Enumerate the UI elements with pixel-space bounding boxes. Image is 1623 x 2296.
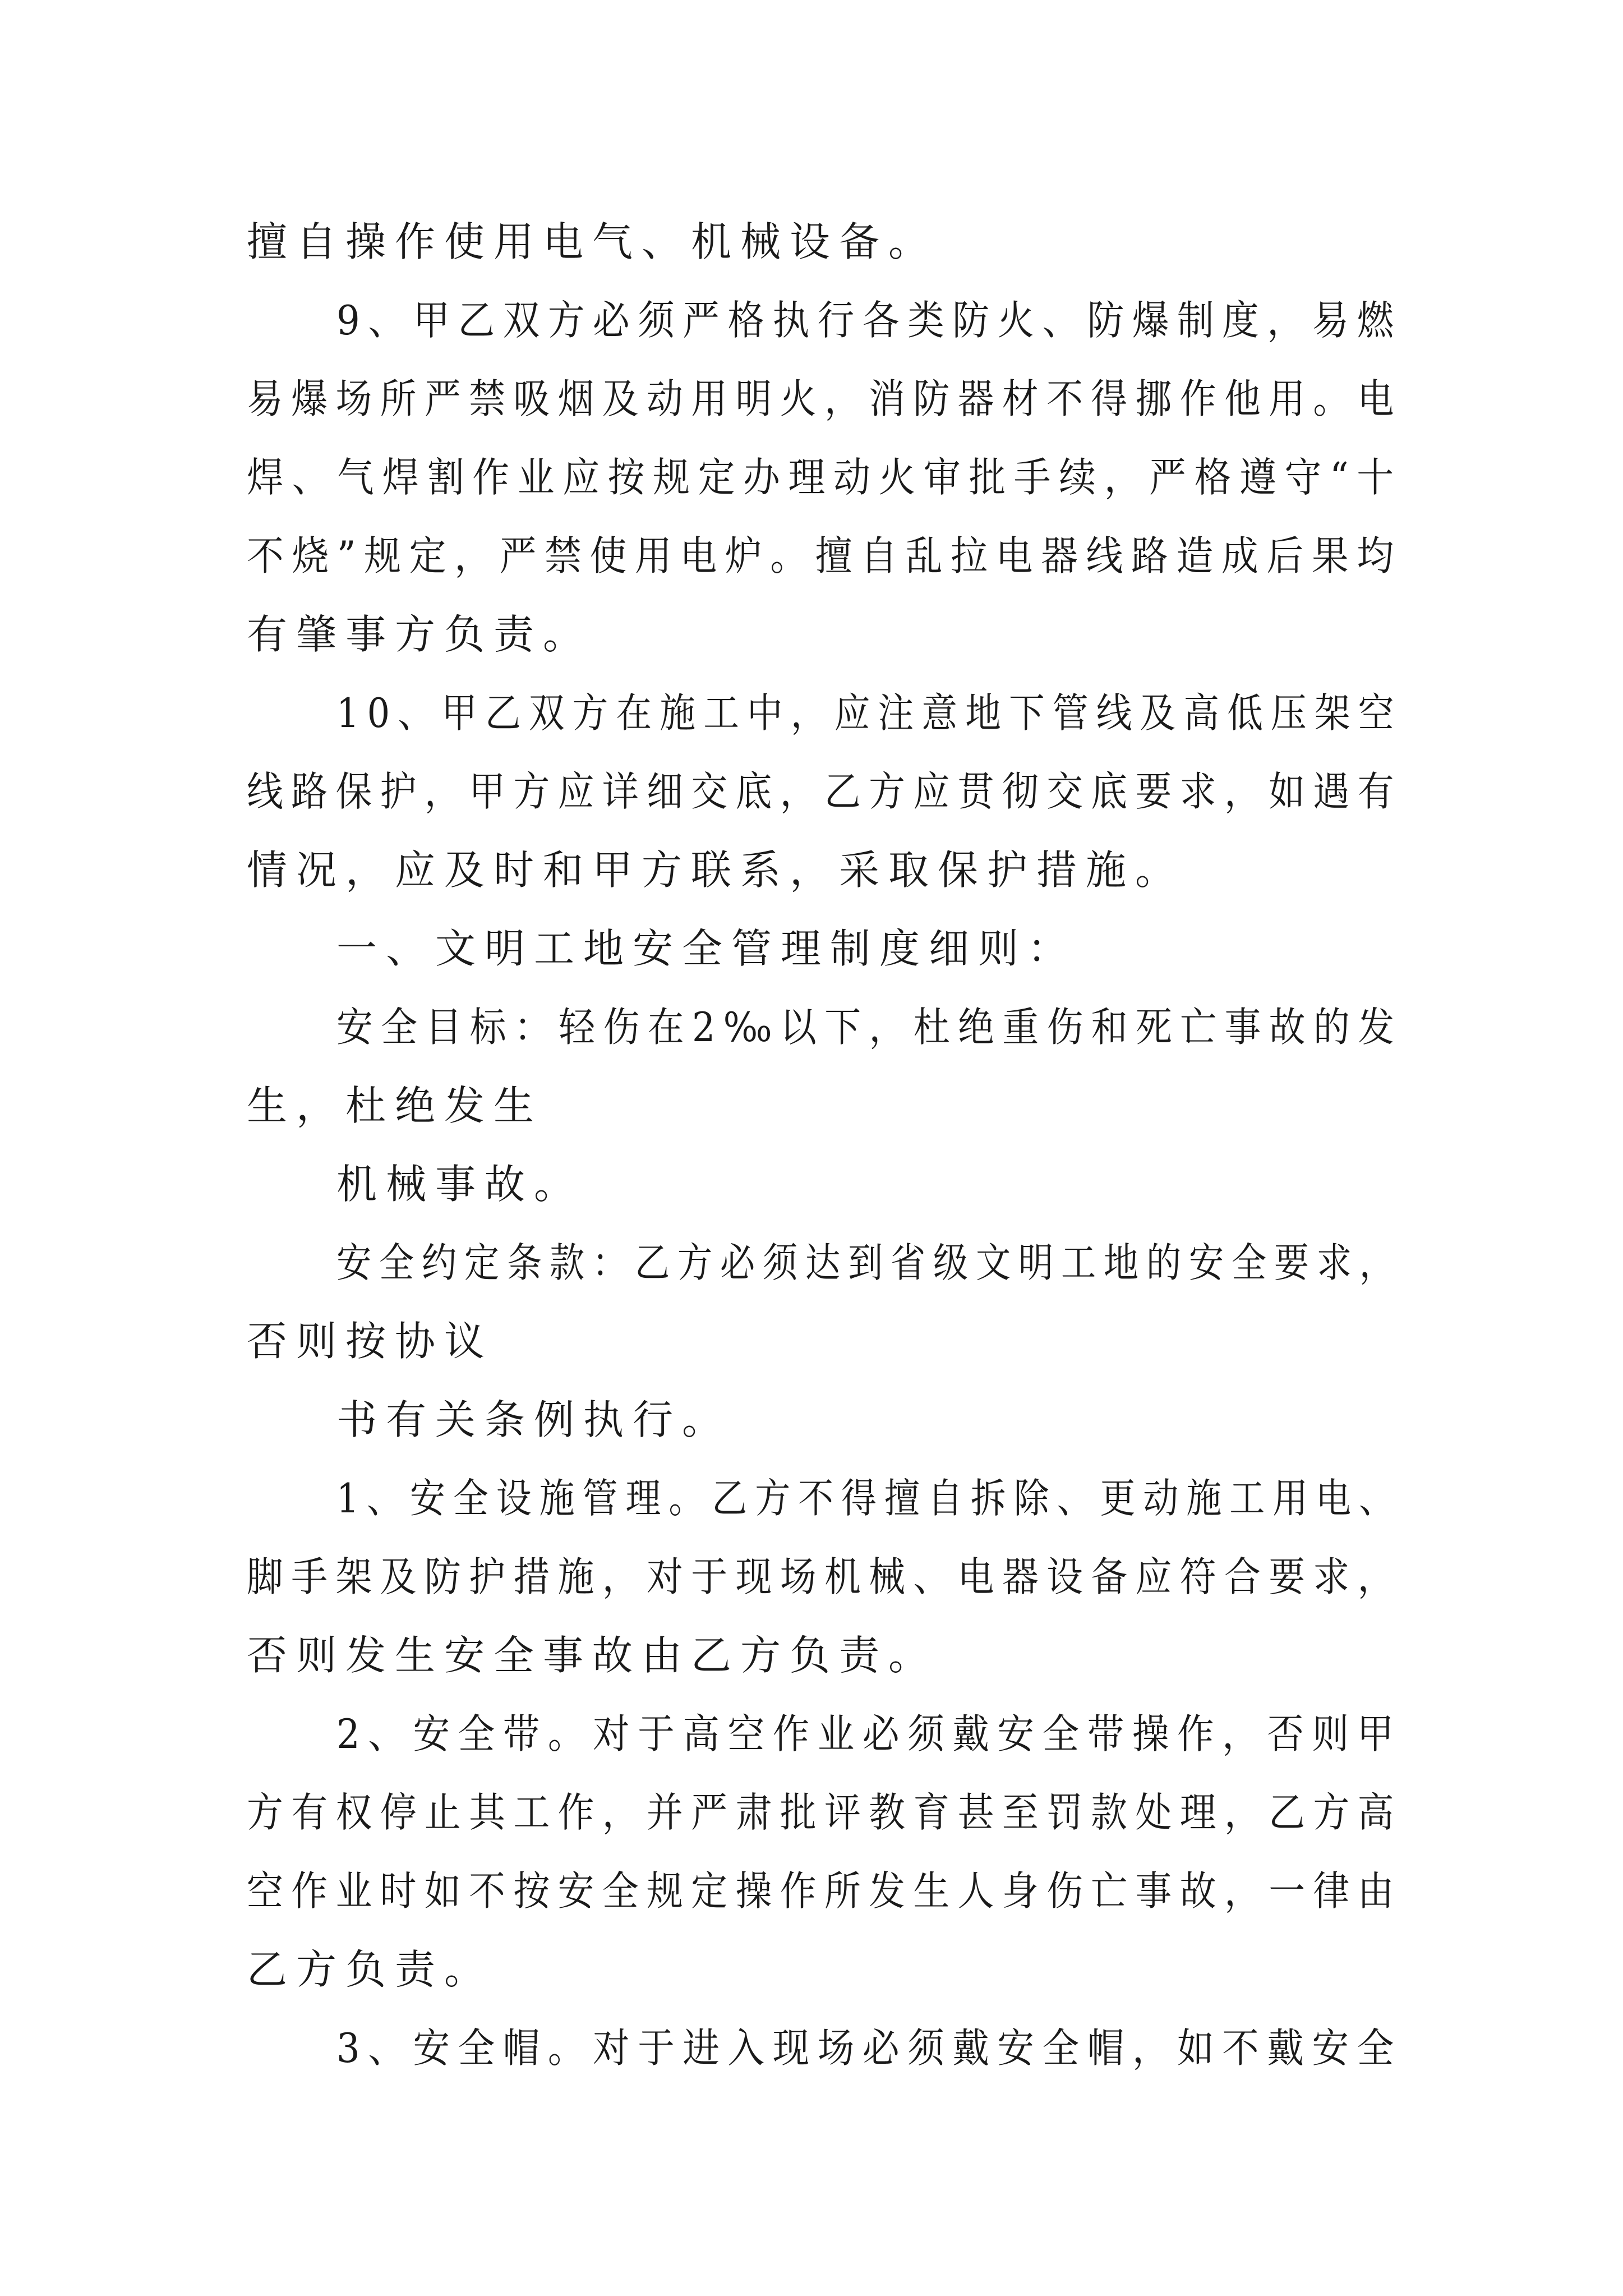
text-line: 方有权停止其工作，并严肃批评教育甚至罚款处理，乙方高 (247, 1789, 1402, 1836)
section-heading: 一、文明工地安全管理制度细则： (336, 925, 1077, 972)
text-line: 机械事故。 (336, 1161, 584, 1208)
text-line: 脚手架及防护措施，对于现场机械、电器设备应符合要求， (247, 1553, 1402, 1600)
text-line: 乙方负责。 (247, 1946, 494, 1993)
text-line: 9、甲乙双方必须严格执行各类防火、防爆制度，易燃 (336, 297, 1402, 344)
text-line: 生，杜绝发生 (247, 1082, 543, 1129)
text-line: 线路保护，甲方应详细交底，乙方应贯彻交底要求，如遇有 (247, 768, 1402, 815)
text-line: 有肇事方负责。 (247, 611, 593, 658)
text-line: 2、安全带。对于高空作业必须戴安全带操作，否则甲 (336, 1710, 1402, 1757)
text-line: 否则按协议 (247, 1318, 494, 1365)
text-line: 擅自操作使用电气、机械设备。 (247, 218, 938, 265)
text-line: 情况，应及时和甲方联系，采取保护措施。 (247, 846, 1185, 894)
text-line: 1、安全设施管理。乙方不得擅自拆除、更动施工用电、 (336, 1475, 1402, 1522)
text-line: 易爆场所严禁吸烟及动用明火，消防器材不得挪作他用。电 (247, 375, 1402, 422)
text-line: 书有关条例执行。 (336, 1396, 732, 1443)
text-line: 空作业时如不按安全规定操作所发生人身伤亡事故，一律由 (247, 1867, 1402, 1915)
text-line: 否则发生安全事故由乙方负责。 (247, 1632, 938, 1679)
text-line: 10、甲乙双方在施工中，应注意地下管线及高低压架空 (336, 689, 1402, 737)
text-line: 3、安全帽。对于进入现场必须戴安全帽，如不戴安全 (336, 2024, 1402, 2072)
text-line: 安全约定条款：乙方必须达到省级文明工地的安全要求， (336, 1239, 1402, 1286)
text-line: 安全目标：轻伤在2‰以下，杜绝重伤和死亡事故的发 (336, 1004, 1403, 1051)
text-line: 不烧”规定，严禁使用电炉。擅自乱拉电器线路造成后果均 (247, 532, 1402, 579)
text-line: 焊、气焊割作业应按规定办理动火审批手续，严格遵守“十 (247, 454, 1402, 501)
